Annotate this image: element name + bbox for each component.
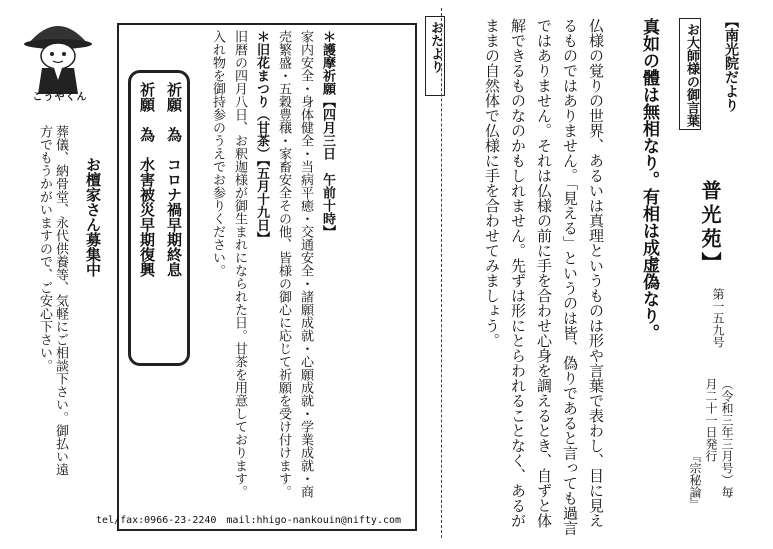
essay-body: 仏様の覚りの世界、あるいは真理というものは形や言葉で表わし、目に見えるものではありません。「見える」というのは皆、偽りであると言っても過言ではありません。それは仏様の前に手を合わせ心身を調えるとき、自ずと体解できるものなのかもしれません。先ずは形にとらわれることなく、あるがままの自然体で仏様に手を合わせてみましょう。: [483, 18, 605, 536]
goma-heading: ＊護摩祈願【四月三日 午前十時】: [320, 30, 335, 238]
masthead-name: 普光苑】: [698, 180, 722, 276]
masthead-tag: 【南光院だより: [723, 14, 739, 112]
daishi-section-label: お大師様の御言葉: [679, 18, 701, 130]
mascot-label: こうやくん: [32, 92, 88, 103]
issue-number: 第一五九号: [711, 288, 725, 348]
kouyakun-mascot-icon: [22, 10, 94, 98]
prayer-line-corona: 祈願 為 コロナ禍早期終息: [165, 82, 183, 277]
source-text: 『宗秘論』: [688, 450, 702, 510]
hana-heading: ＊旧花まつり（甘茶）【五月十九日】: [254, 30, 269, 245]
contact-info: tel/fax:0966-23-2240 mail:hhigo-nankouin@nifty.com: [96, 515, 402, 526]
recruit-body: 葬儀、納骨堂、永代供養等、気軽にご相談下さい。御払い遠方でもうかがいますので、ご安心下さい。: [37, 125, 68, 476]
events-column: [206, 30, 338, 500]
goma-body: 家内安全・身体健全・当病平癒・交通安全・諸願成就・心願成就・学業成就・商売繁盛・五穀豊穣・家畜安全その他、皆様の御心に応じて祈願を受け付けます。: [276, 30, 313, 498]
recruit-title: お檀家さん募集中: [84, 157, 102, 277]
publication-date: （令和三年三月号）毎月二十一日発行: [704, 378, 734, 498]
prayer-line-flood: 祈願 為 水害被災早期復興: [138, 82, 156, 277]
tayori-label: おたより: [425, 16, 445, 96]
hana-body: 旧暦の四月八日、お釈迦様が御生まれになられた日。甘茶を用意しております。入れ物を御持参のうえでお参りください。: [210, 30, 247, 498]
dashed-divider: [441, 8, 442, 538]
daishi-quote: 真如の體は無相なり。有相は成虚偽なり。: [639, 18, 659, 341]
